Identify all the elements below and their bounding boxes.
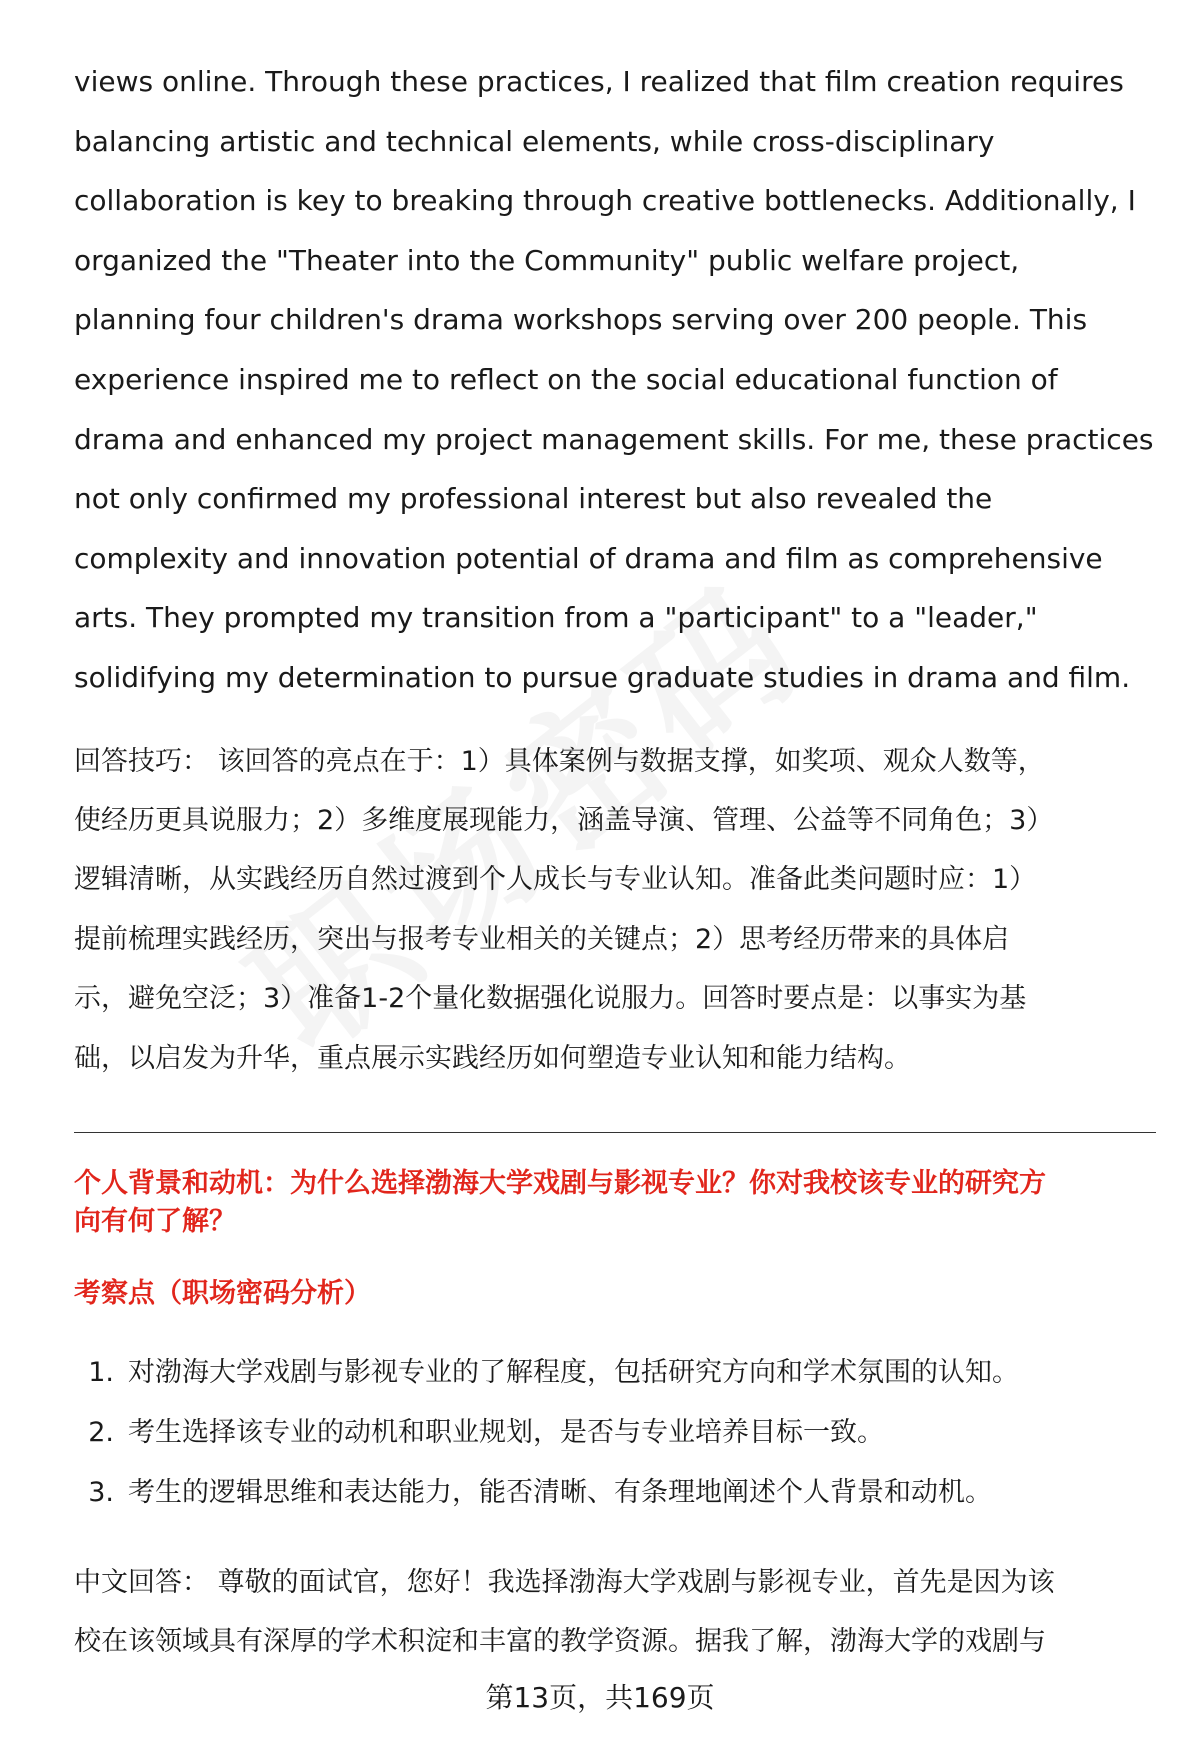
question-heading: [74, 1165, 1160, 1241]
tips-line: 础，以启发为升华，重点展示实践经历如何塑造专业认知和能力结构。: [74, 1042, 911, 1074]
list-item: [74, 1343, 1160, 1403]
chinese-answer-paragraph: [74, 1553, 1160, 1672]
list-item-text: 对渤海大学戏剧与影视专业的了解程度，包括研究方向和学术氛围的认知。: [128, 1356, 1019, 1388]
answer-line: 中文回答： 尊敬的面试官，您好！我选择渤海大学戏剧与影视专业，首先是因为该: [74, 1566, 1055, 1598]
essay-line: collaboration is key to breaking through creative bottlenecks. Additionally, I: [74, 184, 1136, 218]
essay-line: arts. They prompted my transition from a "participant" to a "leader,": [74, 601, 1038, 635]
tips-line: 回答技巧： 该回答的亮点在于：1）具体案例与数据支撑，如奖项、观众人数等，: [74, 745, 1045, 777]
list-item-number: 3.: [88, 1476, 114, 1508]
list-item: [74, 1403, 1160, 1463]
list-item-number: 2.: [88, 1416, 114, 1448]
tips-line: 提前梳理实践经历，突出与报考专业相关的关键点；2）思考经历带来的具体启: [74, 923, 1010, 955]
assessment-points-heading: 考察点（职场密码分析）: [74, 1277, 371, 1309]
answer-line: 校在该领域具有深厚的学术积淀和丰富的教学资源。据我了解，渤海大学的戏剧与: [74, 1626, 1046, 1658]
essay-line: planning four children's drama workshops serving over 200 people. This: [74, 303, 1088, 337]
essay-line: solidifying my determination to pursue graduate studies in drama and film.: [74, 660, 1131, 694]
assessment-points-list: [74, 1343, 1160, 1523]
essay-line: not only confirmed my professional interest but also revealed the: [74, 482, 993, 516]
tips-line: 逻辑清晰，从实践经历自然过渡到个人成长与专业认知。准备此类问题时应：1）: [74, 864, 1037, 896]
list-item: [74, 1463, 1160, 1523]
essay-line: organized the "Theater into the Community" public welfare project,: [74, 243, 1020, 277]
essay-paragraph: [74, 52, 1160, 708]
question-line: 个人背景和动机：为什么选择渤海大学戏剧与影视专业？你对我校该专业的研究方: [74, 1167, 1046, 1199]
answer-tips-paragraph: [74, 732, 1160, 1088]
question-line: 向有何了解？: [74, 1205, 236, 1237]
list-item-number: 1.: [88, 1356, 114, 1388]
document-body: [74, 52, 1160, 1672]
tips-line: 使经历更具说服力；2）多维度展现能力，涵盖导演、管理、公益等不同角色；3）: [74, 804, 1054, 836]
essay-line: complexity and innovation potential of drama and film as comprehensive: [74, 541, 1103, 575]
essay-line: experience inspired me to reflect on the social educational function of: [74, 362, 1058, 396]
essay-line: balancing artistic and technical elements, while cross-disciplinary: [74, 124, 995, 158]
tips-line: 示，避免空泛；3）准备1-2个量化数据强化说服力。回答时要点是：以事实为基: [74, 983, 1027, 1015]
list-item-text: 考生的逻辑思维和表达能力，能否清晰、有条理地阐述个人背景和动机。: [128, 1476, 992, 1508]
essay-line: views online. Through these practices, I realized that film creation requires: [74, 65, 1124, 98]
page-number-footer: 第13页，共169页: [485, 1681, 715, 1714]
list-item-text: 考生选择该专业的动机和职业规划，是否与专业培养目标一致。: [128, 1416, 884, 1448]
section-divider: [74, 1132, 1156, 1133]
essay-line: drama and enhanced my project management skills. For me, these practices: [74, 422, 1154, 456]
